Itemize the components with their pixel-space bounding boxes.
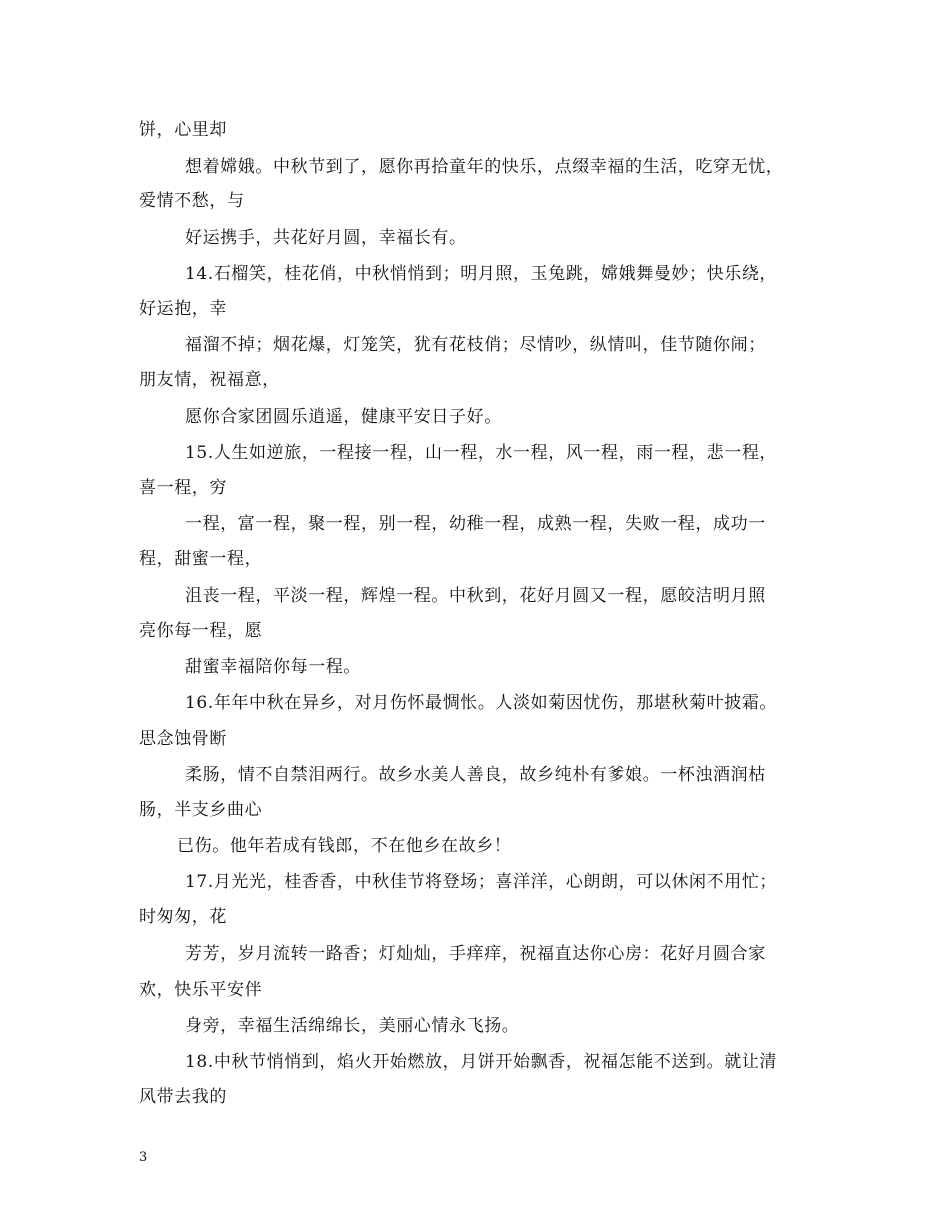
text-line: 芳芳，岁月流转一路香；灯灿灿，手痒痒，祝福直达你心房：花好月圆合家: [185, 944, 766, 964]
text-line: 肠，半支乡曲心: [139, 800, 263, 820]
text-line: 风带去我的: [139, 1087, 227, 1107]
text-line: 福溜不掉；烟花爆，灯笼笑，犹有花枝俏；尽情吵，纵情叫，佳节随你闹；: [185, 335, 766, 355]
text-line: 甜蜜幸福陪你每一程。: [185, 657, 361, 677]
text-line: 沮丧一程，平淡一程，辉煌一程。中秋到，花好月圆又一程，愿皎洁明月照: [185, 586, 766, 606]
text-line: 爱情不愁，与: [139, 191, 245, 211]
text-line: 思念蚀骨断: [139, 729, 227, 749]
text-line: 饼，心里却: [139, 120, 227, 140]
text-line: 喜一程，穷: [139, 478, 227, 498]
text-line: 一程，富一程，聚一程，别一程，幼稚一程，成熟一程，失败一程，成功一: [185, 514, 766, 534]
text-line: 朋友情，祝福意，: [139, 370, 280, 390]
text-line: 欢，快乐平安伴: [139, 980, 263, 1000]
text-line: 程，甜蜜一程，: [139, 549, 263, 569]
text-line: 身旁，幸福生活绵绵长，美丽心情永飞扬。: [185, 1016, 520, 1036]
text-line: 16.年年中秋在异乡，对月伤怀最惆怅。人淡如菊因忧伤，那堪秋菊叶披霜。: [185, 693, 778, 713]
text-line: 时匆匆，花: [139, 907, 227, 927]
text-line: 愿你合家团圆乐逍遥，健康平安日子好。: [185, 407, 502, 427]
page-number: 3: [139, 1150, 148, 1165]
text-line: 亮你每一程，愿: [139, 621, 263, 641]
text-line: 18.中秋节悄悄到，焰火开始燃放，月饼开始飘香，祝福怎能不送到。就让清: [185, 1052, 778, 1072]
text-line: 想着嫦娥。中秋节到了，愿你再拾童年的快乐，点缀幸福的生活，吃穿无忧，: [185, 157, 784, 177]
text-line: 柔肠，情不自禁泪两行。故乡水美人善良，故乡纯朴有爹娘。一杯浊酒润枯: [185, 765, 766, 785]
text-line: 好运携手，共花好月圆，幸福长有。: [185, 228, 467, 248]
text-line: 好运抱，幸: [139, 299, 227, 319]
text-line: 已伤。他年若成有钱郎，不在他乡在故乡！: [177, 836, 512, 856]
text-line: 15.人生如逆旅，一程接一程，山一程，水一程，风一程，雨一程，悲一程，: [185, 443, 778, 463]
text-line: 17.月光光，桂香香，中秋佳节将登场；喜洋洋，心朗朗，可以休闲不用忙；: [185, 872, 778, 892]
text-line: 14.石榴笑，桂花俏，中秋悄悄到；明月照，玉兔跳，嫦娥舞曼妙；快乐绕，: [185, 264, 778, 284]
